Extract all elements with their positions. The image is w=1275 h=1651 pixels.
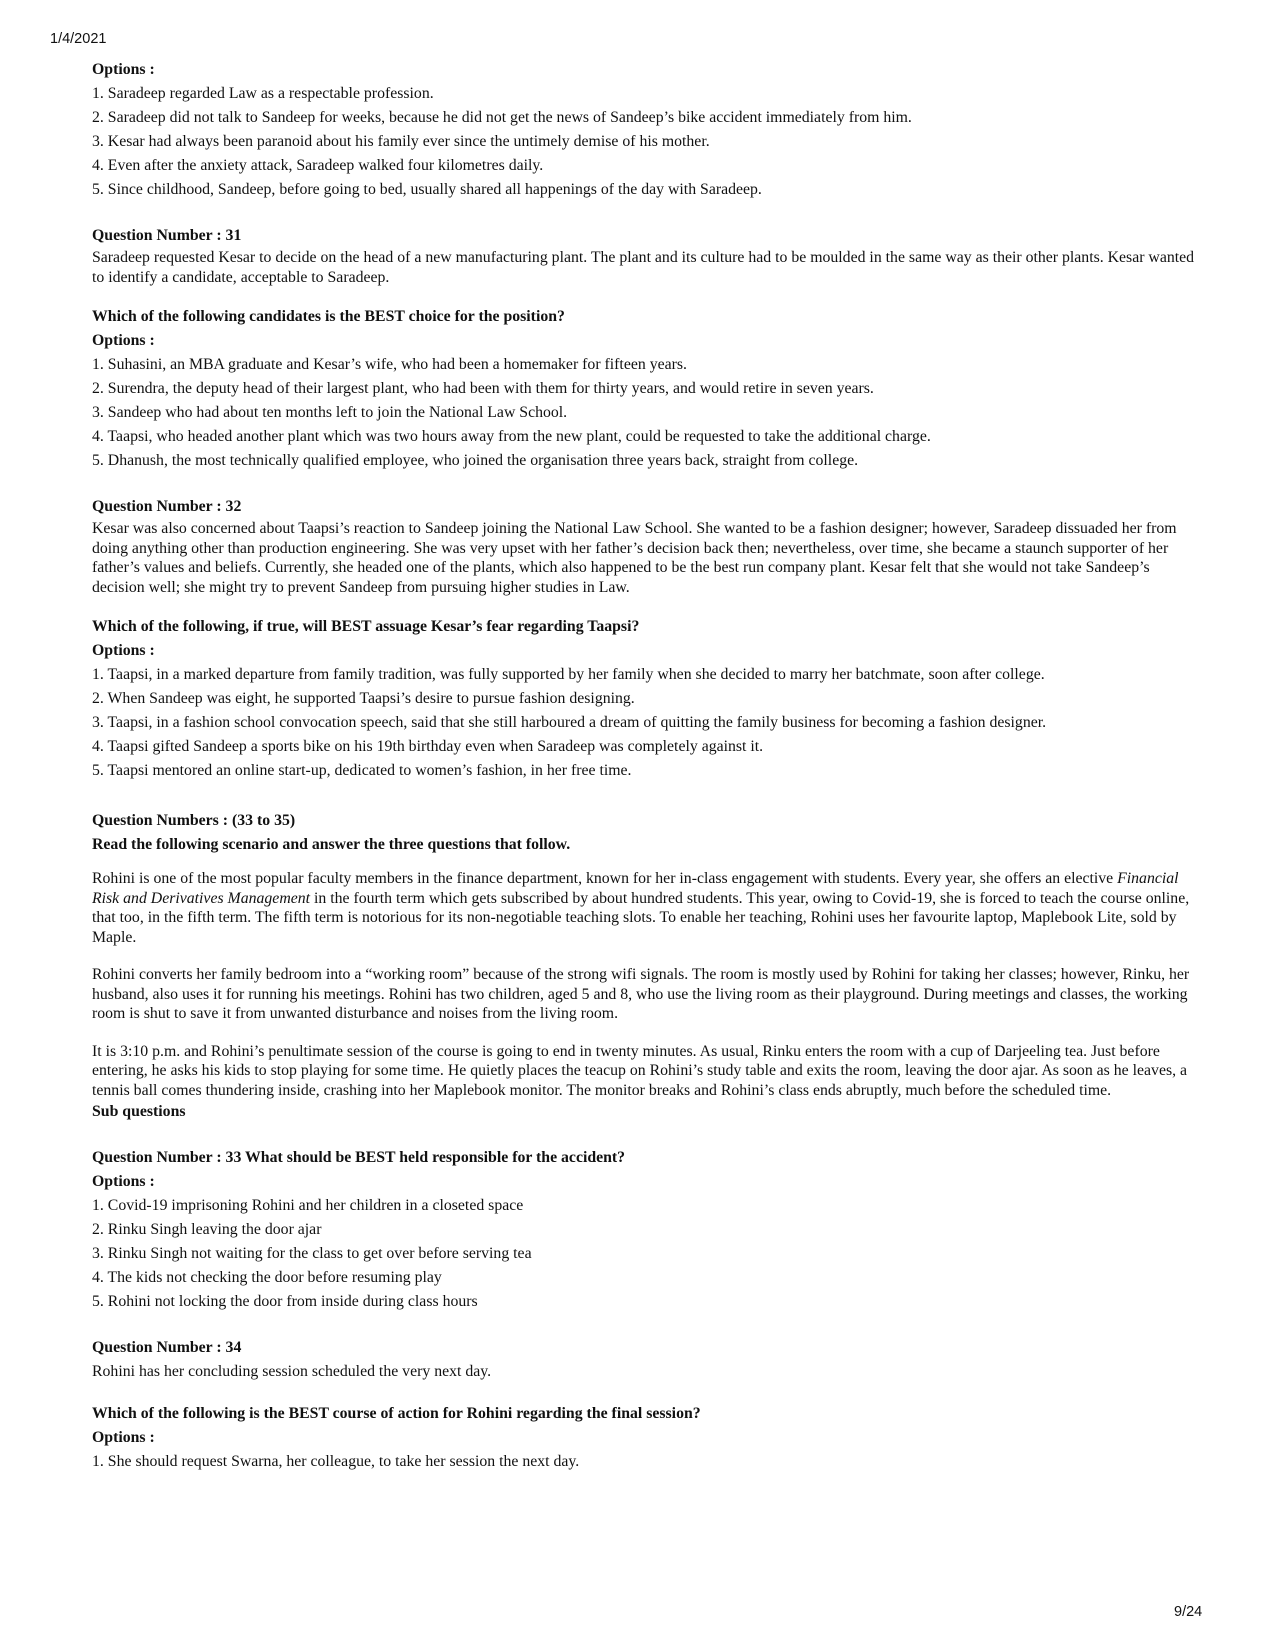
question-passage-32: Kesar was also concerned about Taapsi’s reaction to Sandeep joining the National Law School. She wanted to be a fashion designer; however, Saradeep dissuaded her from doing anything other than production engineering. She was very upset with her father’s decision back then; nevertheless, over time, she became a staunch supporter of her father’s values and beliefs. Currently, she headed one of the plants, which also happened to be the best run company plant. Kesar felt that she would not take Sandeep’s decision well; she might try to prevent Sandeep from pursuing higher studies in Law. <box>92 520 1177 596</box>
option-item: 2. When Sandeep was eight, he supported Taapsi’s desire to pursue fashion designing. <box>92 690 635 707</box>
sub-questions-label: Sub questions <box>92 1103 186 1120</box>
option-item: 1. Covid-19 imprisoning Rohini and her children in a closeted space <box>92 1197 524 1214</box>
question-text-34: Which of the following is the BEST course of action for Rohini regarding the final session? <box>92 1405 701 1422</box>
options-label: Options : <box>92 332 155 349</box>
question-heading-31: Question Number : 31 <box>92 227 242 244</box>
option-item: 2. Surendra, the deputy head of their largest plant, who had been with them for thirty years, and would retire in seven years. <box>92 380 874 397</box>
scenario-instruction: Read the following scenario and answer the three questions that follow. <box>92 836 571 853</box>
option-item: 2. Saradeep did not talk to Sandeep for weeks, because he did not get the news of Sandeep’s bike accident immediately from him. <box>92 109 912 126</box>
options-label: Options : <box>92 642 155 659</box>
page-number: 9/24 <box>1174 1604 1203 1620</box>
option-item: 1. Saradeep regarded Law as a respectable profession. <box>92 85 434 102</box>
scenario-paragraph-3: It is 3:10 p.m. and Rohini’s penultimate session of the course is going to end in twenty minutes. As usual, Rinku enters the room with a cup of Darjeeling tea. Just before entering, he asks his kids to stop playing for some time. He quietly places the teacup on Rohini’s study table and exits the room, leaving the door ajar. As soon as he leaves, a tennis ball comes thundering inside, crashing into her Maplebook monitor. The monitor breaks and Rohini’s class ends abruptly, much before the scheduled time. <box>92 1042 1188 1099</box>
question-text-32: Which of the following, if true, will BEST assuage Kesar’s fear regarding Taapsi? <box>92 618 640 635</box>
scenario-paragraph-2: Rohini converts her family bedroom into a “working room” because of the strong wifi signals. The room is mostly used by Rohini for taking her classes; however, Rinku, her husband, also uses it for running his meetings. Rohini has two children, aged 5 and 8, who use the living room as their playground. During meetings and classes, the working room is shut to save it from unwanted disturbance and noises from the living room. <box>92 966 1190 1022</box>
option-item: 3. Sandeep who had about ten months left to join the National Law School. <box>92 404 568 421</box>
course-name: Financial Risk and Derivatives Management <box>92 870 1179 907</box>
scenario-paragraph-1-end: in the fourth term which gets subscribed by about hundred students. This year, owing to Covid-19, she is forced to teach the course online, that too, in the fifth term. The fifth term is notorious for its non-negotiable teaching slots. To enable her teaching, Rohini uses her favourite laptop, Maplebook Lite, sold by Maple. <box>92 889 1190 946</box>
option-item: 4. Taapsi gifted Sandeep a sports bike on his 19th birthday even when Saradeep was completely against it. <box>92 738 764 755</box>
option-item: 5. Rohini not locking the door from inside during class hours <box>92 1293 478 1310</box>
scenario-heading: Question Numbers : (33 to 35) <box>92 812 296 829</box>
option-item: 3. Kesar had always been paranoid about his family ever since the untimely demise of his mother. <box>92 133 710 150</box>
option-item: 5. Since childhood, Sandeep, before going to bed, usually shared all happenings of the day with Saradeep. <box>92 181 762 198</box>
question-passage-31: Saradeep requested Kesar to decide on the head of a new manufacturing plant. The plant and its culture had to be moulded in the same way as their other plants. Kesar wanted to identify a candidate, acceptable to Saradeep. <box>92 249 1195 286</box>
options-label: Options : <box>92 1173 155 1190</box>
option-item: 1. Suhasini, an MBA graduate and Kesar’s wife, who had been a homemaker for fifteen years. <box>92 356 687 373</box>
scenario-paragraph-1 <box>92 869 1204 947</box>
option-item: 3. Rinku Singh not waiting for the class to get over before serving tea <box>92 1245 532 1262</box>
scenario-paragraph-1-start: Rohini is one of the most popular faculty members in the finance department, known for her in-class engagement with students. Every year, she offers an elective <box>92 870 1118 887</box>
options-label: Options : <box>92 1429 155 1446</box>
option-item: 1. Taapsi, in a marked departure from family tradition, was fully supported by her family when she decided to marry her batchmate, soon after college. <box>92 666 1045 683</box>
option-item: 5. Dhanush, the most technically qualified employee, who joined the organisation three years back, straight from college. <box>92 452 859 469</box>
option-item: 3. Taapsi, in a fashion school convocation speech, said that she still harboured a dream of quitting the family business for becoming a fashion designer. <box>92 714 1047 731</box>
option-item: 4. Taapsi, who headed another plant which was two hours away from the new plant, could be requested to take the additional charge. <box>92 428 931 445</box>
question-heading-34: Question Number : 34 <box>92 1339 242 1356</box>
question-text-31: Which of the following candidates is the BEST choice for the position? <box>92 308 565 325</box>
page-date: 1/4/2021 <box>50 31 107 47</box>
option-item: 2. Rinku Singh leaving the door ajar <box>92 1221 322 1238</box>
question-heading-32: Question Number : 32 <box>92 498 242 515</box>
question-passage-34: Rohini has her concluding session scheduled the very next day. <box>92 1363 492 1380</box>
option-item: 5. Taapsi mentored an online start-up, dedicated to women’s fashion, in her free time. <box>92 762 632 779</box>
question-heading-33: Question Number : 33 What should be BEST held responsible for the accident? <box>92 1149 626 1166</box>
options-label: Options : <box>92 61 155 78</box>
document-body <box>92 58 1204 1474</box>
option-item: 1. She should request Swarna, her colleague, to take her session the next day. <box>92 1453 580 1470</box>
option-item: 4. Even after the anxiety attack, Saradeep walked four kilometres daily. <box>92 157 544 174</box>
option-item: 4. The kids not checking the door before resuming play <box>92 1269 442 1286</box>
